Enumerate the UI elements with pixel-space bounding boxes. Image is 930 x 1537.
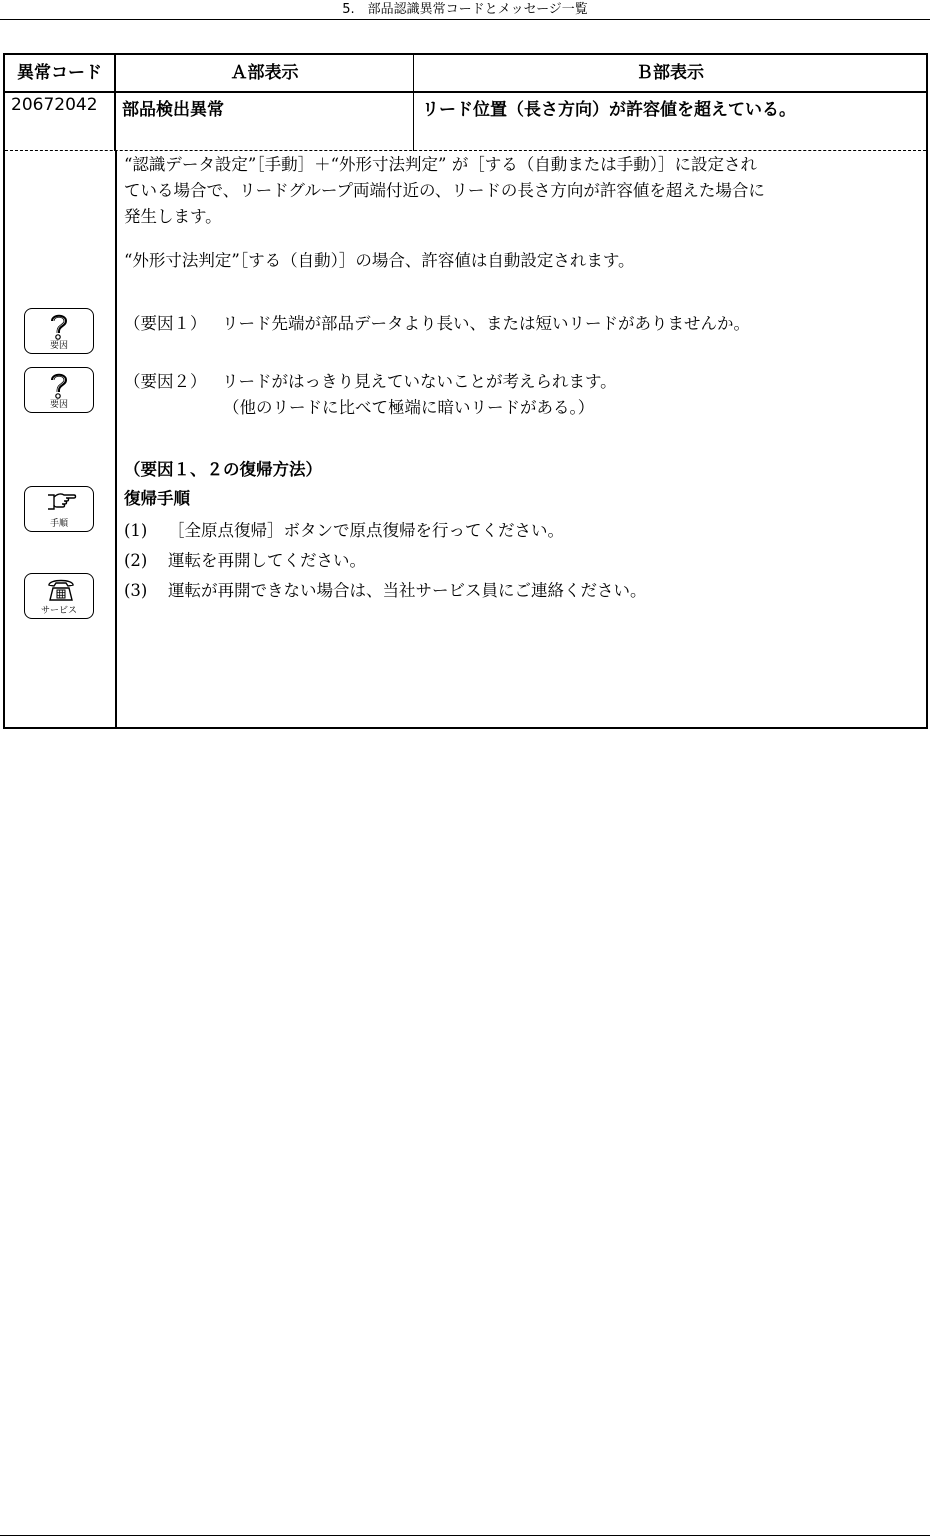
description-paragraph: “認識データ設定”［手動］＋“外形寸法判定” が［する（自動または手動）］に設定され ている場合で、リードグループ両端付近の、リードの長さ方向が許容値を超えた場合に 発生します。 xyxy=(124,155,765,226)
icon-caption: サービス xyxy=(40,606,77,616)
recovery-step: (1) ［全原点復帰］ボタンで原点復帰を行ってください。 xyxy=(124,521,564,540)
question-icon xyxy=(24,308,94,354)
page-title: 5. 部品認識異常コードとメッセージ一覧 xyxy=(342,2,588,17)
icon-caption: 要因 xyxy=(49,341,68,351)
cause-text: リードがはっきり見えていないことが考えられます。 xyxy=(222,372,617,391)
recovery-step: (2) 運転を再開してください。 xyxy=(124,551,366,570)
error-code-cell: 20672042 xyxy=(5,93,116,151)
dashed-divider xyxy=(5,150,926,151)
telephone-icon xyxy=(24,573,94,619)
a-display-cell: 部品検出異常 xyxy=(116,93,414,151)
error-code-table xyxy=(3,53,928,729)
question-icon xyxy=(24,367,94,413)
recovery-heading: （要因１、２の復帰方法） xyxy=(124,460,322,479)
b-display-cell: リード位置（長さ方向）が許容値を超えている。 xyxy=(422,100,796,120)
icon-column-divider xyxy=(115,150,117,729)
icon-caption: 手順 xyxy=(49,519,68,529)
cause-label: （要因１） xyxy=(124,314,207,333)
cause-text: リード先端が部品データより長い、または短いリードがありませんか。 xyxy=(222,314,750,333)
cause-2 xyxy=(124,369,617,395)
cause-2-note: （他のリードに比べて極端に暗いリードがある。） xyxy=(223,398,595,417)
icon-caption: 要因 xyxy=(49,400,68,410)
footer-rule xyxy=(0,1535,930,1536)
recovery-subheading: 復帰手順 xyxy=(124,489,190,508)
column-header-code: 異常コード xyxy=(5,55,116,91)
recovery-step: (3) 運転が再開できない場合は、当社サービス員にご連絡ください。 xyxy=(124,581,647,600)
cause-label: （要因２） xyxy=(124,372,207,391)
column-header-a-display: Ａ部表示 xyxy=(116,55,414,91)
column-header-b-display: Ｂ部表示 xyxy=(636,63,704,83)
description-note: “外形寸法判定”［する（自動）］の場合、許容値は自動設定されます。 xyxy=(124,251,635,270)
page-header xyxy=(0,0,930,20)
cause-1 xyxy=(124,311,750,337)
pointing-hand-icon xyxy=(24,486,94,532)
